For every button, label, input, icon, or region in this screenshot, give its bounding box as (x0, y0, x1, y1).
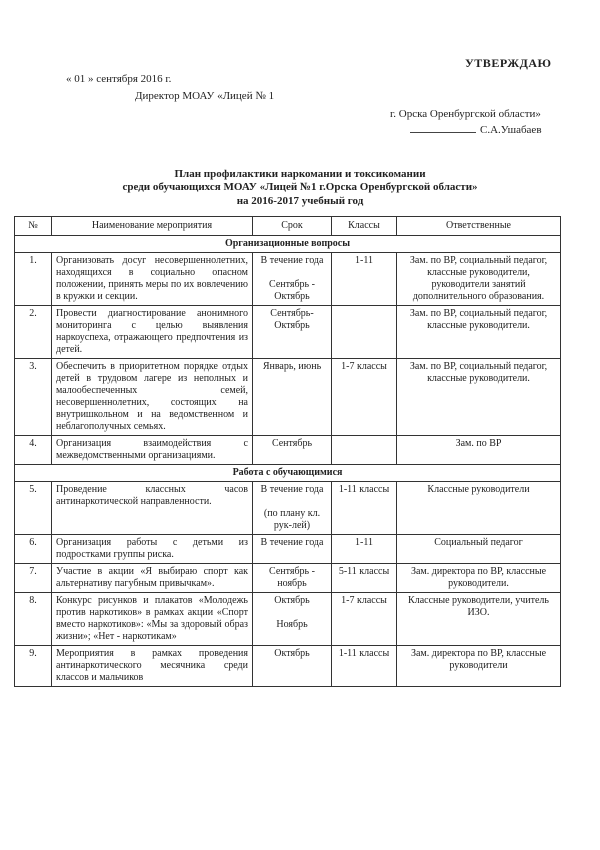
row-number: 8. (15, 593, 52, 646)
city-line: г. Орска Оренбургской области» (390, 108, 541, 120)
row-number: 5. (15, 482, 52, 535)
row-term (253, 646, 332, 687)
row-responsible: Зам. по ВР, социальный педагог, классные руководители. (397, 359, 561, 436)
row-term (253, 306, 332, 359)
row-responsible: Зам. по ВР (397, 436, 561, 465)
table-header-row (15, 217, 561, 236)
row-responsible: Зам. по ВР, социальный педагог, классные руководители. (397, 306, 561, 359)
row-number: 6. (15, 535, 52, 564)
row-responsible: Социальный педагог (397, 535, 561, 564)
plan-table-body (15, 236, 561, 687)
term-line: Октябрь (274, 648, 310, 659)
col-header-classes: Классы (332, 217, 397, 236)
signature-block (410, 124, 542, 136)
row-classes (332, 436, 397, 465)
col-header-name: Наименование мероприятия (52, 217, 253, 236)
row-term (253, 253, 332, 306)
row-term (253, 436, 332, 465)
term-line: (по плану кл. рук-лей) (263, 508, 321, 531)
section-title: Организационные вопросы (15, 236, 561, 253)
section-row (15, 236, 561, 253)
activity-name: Обеспечить в приоритетном порядке отдых детей в трудовом лагере из неполных и малообеспеченных семей, несовершеннолетних, состоящих на внутришкольном и на ведомственном и неблагополучных семьях. (52, 359, 253, 436)
table-row (15, 306, 561, 359)
table-row (15, 436, 561, 465)
row-classes: 1-11 (332, 535, 397, 564)
row-classes (332, 306, 397, 359)
activity-name: Организовать досуг несовершеннолетних, находящихся в социально опасном положении, принять меры по их вовлечению в кружки и секции. (52, 253, 253, 306)
table-row (15, 593, 561, 646)
table-row (15, 646, 561, 687)
activity-name: Организация взаимодействия с межведомственными организациями. (52, 436, 253, 465)
row-classes: 1-11 (332, 253, 397, 306)
row-number: 3. (15, 359, 52, 436)
activity-name: Провести диагностирование анонимного мониторинга с целью выявления наркоуспеха, отражающего предпочтения из детей. (52, 306, 253, 359)
row-term (253, 564, 332, 593)
row-classes: 1-11 классы (332, 482, 397, 535)
activity-name: Участие в акции «Я выбираю спорт как альтернативу пагубным привычкам». (52, 564, 253, 593)
table-row (15, 535, 561, 564)
section-row (15, 465, 561, 482)
row-number: 9. (15, 646, 52, 687)
row-responsible: Классные руководители (397, 482, 561, 535)
director-title: Директор МОАУ «Лицей № 1 (135, 90, 275, 102)
col-header-term: Срок (253, 217, 332, 236)
document-year: на 2016-2017 учебный год (236, 195, 364, 207)
term-line: Сентябрь - ноябрь (269, 566, 315, 589)
signature-line (410, 132, 476, 133)
row-classes: 1-7 классы (332, 359, 397, 436)
term-gap (257, 496, 327, 508)
term-line: В течение года (260, 255, 324, 266)
row-classes: 1-11 классы (332, 646, 397, 687)
activity-name: Мероприятия в рамках проведения антинаркотического месячника среди классов и мальчиков (52, 646, 253, 687)
row-number: 2. (15, 306, 52, 359)
term-gap (257, 607, 327, 619)
table-row (15, 253, 561, 306)
term-line: Октябрь (274, 595, 310, 606)
row-term (253, 593, 332, 646)
row-number: 7. (15, 564, 52, 593)
term-line: Сентябрь (271, 438, 313, 449)
row-responsible: Зам. директора по ВР, классные руководители (397, 646, 561, 687)
activity-name: Проведение классных часов антинаркотической направленности. (52, 482, 253, 535)
row-term (253, 482, 332, 535)
document-title: План профилактики наркомании и токсикомании (174, 168, 426, 180)
row-number: 4. (15, 436, 52, 465)
section-title: Работа с обучающимися (15, 465, 561, 482)
row-responsible: Классные руководители, учитель ИЗО. (397, 593, 561, 646)
term-line: Ноябрь (276, 619, 308, 630)
row-responsible: Зам. по ВР, социальный педагог, классные руководители, руководители занятий дополнительного образования. (397, 253, 561, 306)
term-line: В течение года (260, 537, 324, 548)
signature-name: С.А.Ушабаев (480, 124, 542, 136)
term-line: Сентябрь-Октябрь (270, 308, 314, 331)
row-classes: 1-7 классы (332, 593, 397, 646)
col-header-responsible: Ответственные (397, 217, 561, 236)
activity-name: Конкурс рисунков и плакатов «Молодежь против наркотиков» в рамках акции «Спорт вместо наркотиков»: «Мы за здоровый образ жизни»; «Нет - наркотикам» (52, 593, 253, 646)
col-header-num: № (15, 217, 52, 236)
term-line: В течение года (260, 484, 324, 495)
row-term (253, 359, 332, 436)
table-row (15, 482, 561, 535)
approval-stamp: УТВЕРЖДАЮ (465, 56, 552, 70)
document-subtitle: среди обучающихся МОАУ «Лицей №1 г.Орска Оренбургской области» (122, 181, 478, 193)
plan-table (14, 216, 561, 687)
row-responsible: Зам. директора по ВР, классные руководители. (397, 564, 561, 593)
table-row (15, 564, 561, 593)
term-line: Январь, июнь (262, 361, 322, 372)
term-line: Сентябрь - Октябрь (269, 279, 315, 302)
activity-name: Организация работы с детьми из подростками группы риска. (52, 535, 253, 564)
row-classes: 5-11 классы (332, 564, 397, 593)
approval-date: « 01 » сентября 2016 г. (66, 73, 172, 85)
table-row (15, 359, 561, 436)
row-term (253, 535, 332, 564)
term-gap (257, 267, 327, 279)
row-number: 1. (15, 253, 52, 306)
